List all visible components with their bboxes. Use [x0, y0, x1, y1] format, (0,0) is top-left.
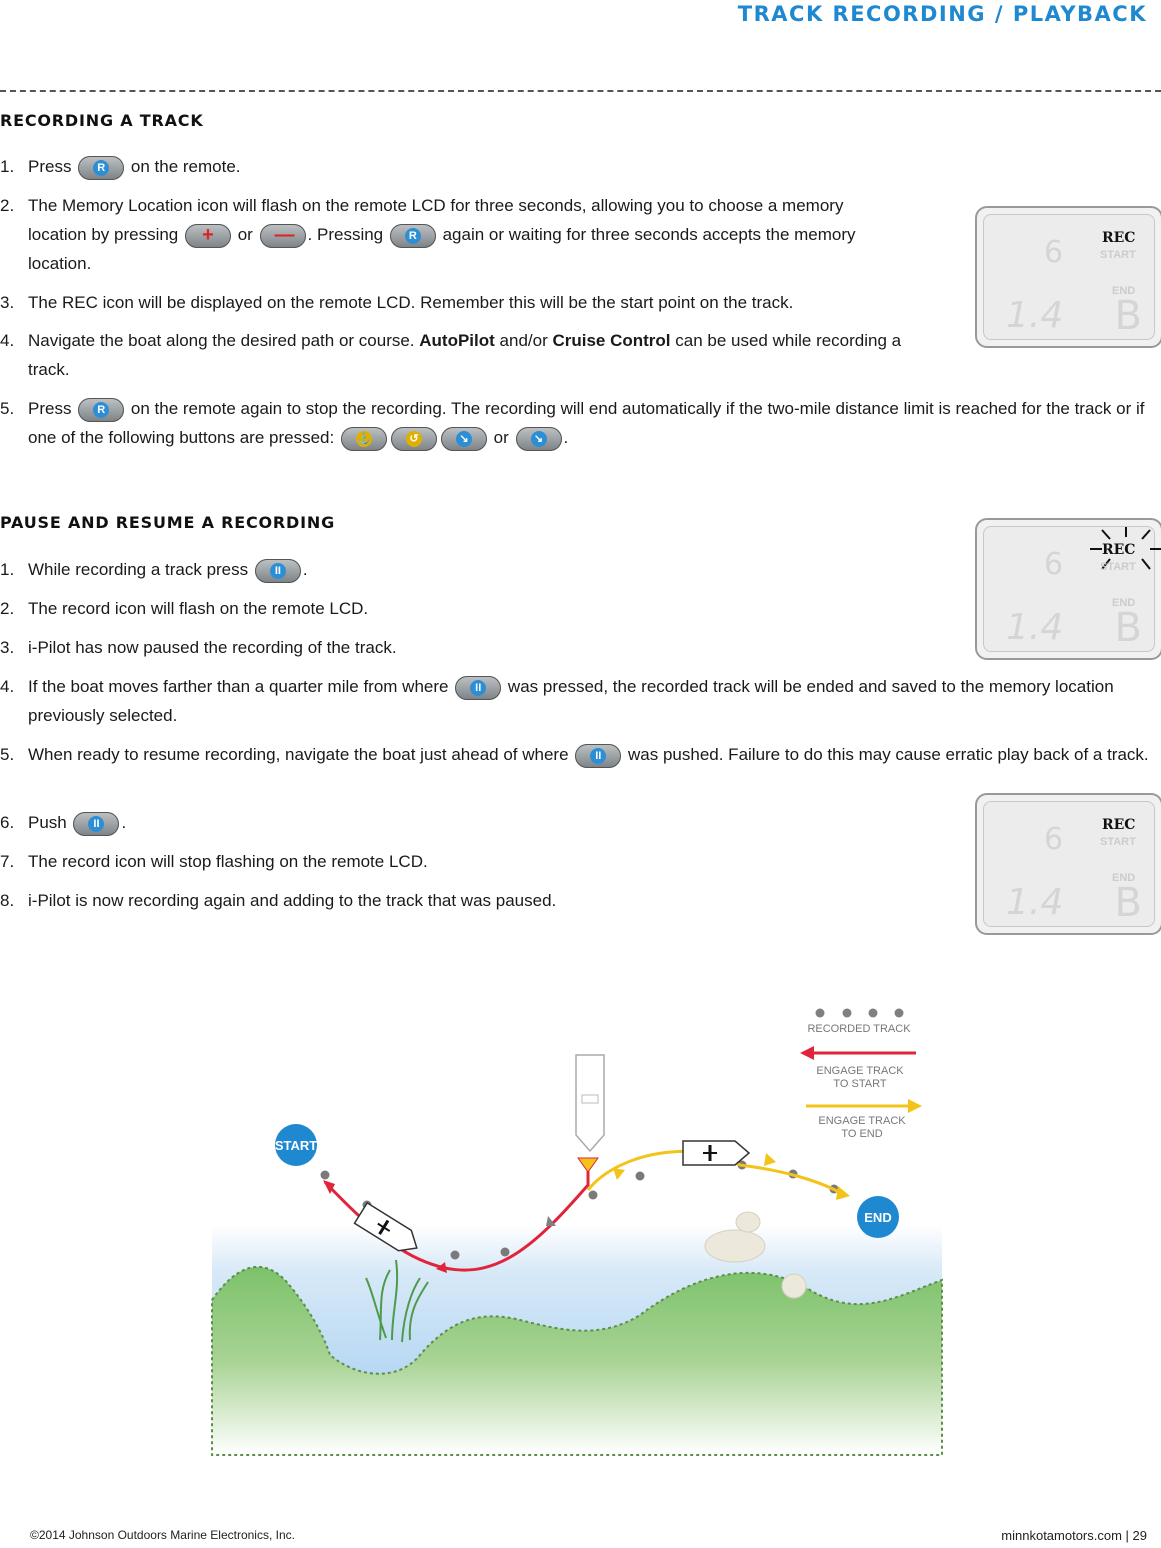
list-item: 5. When ready to resume recording, navigate the boat just ahead of where II was pushed. Failure to do this may cause erratic play back of a track.: [0, 740, 1160, 769]
arrow-icon: [836, 1186, 850, 1200]
start-track-button-icon: ↘: [441, 427, 487, 451]
legend-end-line2: TO END: [841, 1128, 883, 1140]
arrow-icon: [764, 1153, 776, 1166]
remote-lcd-rec-flashing: 6 REC START END 1.4 B: [975, 518, 1161, 660]
arrow-icon: [578, 1158, 598, 1172]
start-label: START: [274, 1138, 318, 1153]
end-label: END: [864, 1210, 892, 1225]
list-item: 6. Push II .: [0, 808, 900, 837]
list-item: 7. The record icon will stop flashing on the remote LCD.: [0, 852, 428, 871]
pause-button-icon: II: [255, 559, 301, 583]
list-item: 5. Press R on the remote again to stop the recording. The recording will end automatically if the two-mile distance limit is reached for the track or if one of the following buttons are pressed: ⚓ ↺ ↘ or ↘ .: [0, 394, 1150, 452]
list-item: 1. While recording a track press II .: [0, 555, 900, 584]
list-item: 4. If the boat moves farther than a quarter mile from where II was pressed, the recorded track will be ended and saved to the memory location previously selected.: [0, 677, 1114, 725]
rock-icon: [705, 1230, 765, 1262]
footer-copyright: ©2014 Johnson Outdoors Marine Electronics, Inc.: [30, 1528, 295, 1542]
arrow-icon: [613, 1168, 625, 1180]
remote-lcd-rec-steady: 6 REC START END 1.4 B: [975, 793, 1161, 935]
boat-icon: [576, 1055, 604, 1151]
remote-lcd-rec: 6 REC START END 1.4 B: [975, 206, 1161, 348]
minus-button-icon: —: [260, 224, 306, 248]
r-button-icon: R: [390, 224, 436, 248]
list-item: 2. The Memory Location icon will flash on the remote LCD for three seconds, allowing you to choose a memory location by pressing + or — . Pressing R again or waiting for three seconds accepts the memory location.: [0, 196, 856, 273]
r-button-icon: R: [78, 398, 124, 422]
return-button-icon: ↺: [391, 427, 437, 451]
section-title-recording: RECORDING A TRACK: [0, 111, 204, 130]
pause-button-icon: II: [575, 744, 621, 768]
page-header-title: TRACK RECORDING / PLAYBACK: [737, 2, 1147, 26]
legend-dots-icon: [816, 1009, 904, 1018]
header-divider: [0, 90, 1161, 92]
pause-button-icon: II: [455, 676, 501, 700]
list-item: 1. Press R on the remote.: [0, 152, 900, 181]
footer-site: minnkotamotors.com | 29: [1001, 1528, 1147, 1543]
arrow-icon: [800, 1046, 814, 1060]
cruise-control-brand: Cruise Control: [552, 331, 671, 350]
r-button-icon: R: [78, 156, 124, 180]
autopilot-brand: AutoPilot: [419, 331, 495, 350]
track-diagram: [0, 960, 1161, 1480]
legend-recorded-track: RECORDED TRACK: [807, 1023, 911, 1035]
list-item: 2. The record icon will flash on the remote LCD.: [0, 599, 369, 618]
rock-icon: [782, 1274, 806, 1298]
anchor-button-icon: ⚓: [341, 427, 387, 451]
legend-start-line1: ENGAGE TRACK: [816, 1065, 904, 1077]
legend-end-line1: ENGAGE TRACK: [818, 1115, 906, 1127]
list-item: 3. The REC icon will be displayed on the remote LCD. Remember this will be the start point on the track.: [0, 293, 794, 312]
list-item: 4. Navigate the boat along the desired path or course. AutoPilot and/or Cruise Control can be used while recording a track.: [0, 331, 902, 379]
plus-button-icon: +: [185, 224, 231, 248]
section-title-pause: PAUSE AND RESUME A RECORDING: [0, 513, 336, 532]
boat-icon: [683, 1141, 749, 1165]
list-item: 8. i-Pilot is now recording again and adding to the track that was paused.: [0, 891, 557, 910]
arrow-icon: [908, 1099, 922, 1113]
end-track-button-icon: ↘: [516, 427, 562, 451]
rock-icon: [736, 1212, 760, 1232]
list-item: 3. i-Pilot has now paused the recording of the track.: [0, 638, 397, 657]
pause-button-icon: II: [73, 812, 119, 836]
legend-start-line2: TO START: [833, 1078, 887, 1090]
